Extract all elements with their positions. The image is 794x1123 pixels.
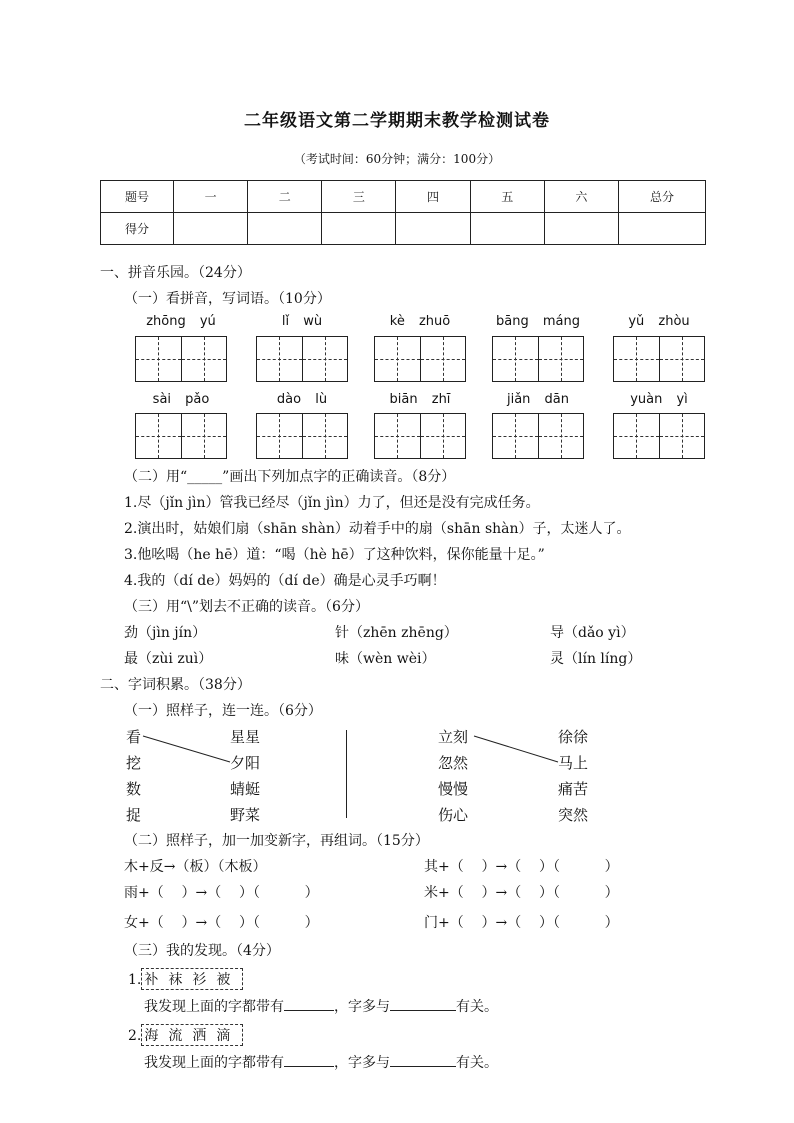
section1-part1-heading: （一）看拼音，写词语。（10分） [124, 291, 331, 307]
reading-item: 导（dǎo yì） [550, 625, 635, 641]
section2-part3-heading: （三）我的发现。（4分） [124, 943, 280, 959]
match-word: 徐徐 [558, 728, 589, 746]
compose-item: 米+（ ）→（ ）（ ） [424, 885, 619, 901]
pinyin-label: sài pǎo [152, 392, 210, 407]
finding-question-2 [128, 1024, 243, 1046]
compose-item: 门+（ ）→（ ）（ ） [424, 915, 619, 931]
match-word: 捉 [126, 806, 142, 824]
pinyin-label: jiǎn dān [506, 392, 570, 407]
reading-item: 针（zhēn zhēng） [335, 625, 458, 641]
compose-item: 女+（ ）→（ ）（ ） [124, 915, 319, 931]
reading-item: 劲（jìn jín） [124, 625, 207, 641]
reading-item: 味（wèn wèi） [335, 651, 436, 667]
match-word: 伤心 [438, 806, 469, 824]
score-header-cell: 五 [470, 181, 544, 213]
finding-text: 我发现上面的字都带有 [144, 999, 284, 1015]
page-title: 二年级语文第二学期期末教学检测试卷 [244, 111, 550, 131]
match-word: 夕阳 [230, 754, 261, 772]
finding-text: 有关。 [456, 1055, 498, 1071]
question-line: 1.尽（jǐn jìn）管我已经尽（jǐn jìn）力了，但还是没有完成任务。 [124, 495, 540, 511]
answer-blank[interactable] [390, 1052, 456, 1067]
finding-answer-2 [144, 1052, 498, 1072]
match-word: 突然 [558, 806, 589, 824]
question-line: 2.演出时，姑娘们扇（shān shàn）动着手中的扇（shān shàn）子，太迷人了。 [124, 521, 631, 537]
match-word: 忽然 [438, 754, 469, 772]
compose-item: 雨+（ ）→（ ）（ ） [124, 885, 319, 901]
section2-part1-heading: （一）照样子，连一连。（6分） [124, 703, 322, 719]
match-word: 慢慢 [438, 780, 469, 798]
score-header-cell: 三 [322, 181, 396, 213]
score-header-cell: 二 [248, 181, 322, 213]
pinyin-label: yuàn yì [630, 392, 688, 407]
score-header-cell: 六 [544, 181, 618, 213]
exam-info: （考试时间：60分钟；满分：100分） [293, 152, 501, 166]
section2-heading: 二、字词积累。（38分） [100, 677, 251, 693]
answer-blank[interactable] [284, 996, 334, 1011]
finding-answer-1 [144, 996, 498, 1016]
finding-question-1 [128, 968, 243, 990]
score-header-cell: 四 [396, 181, 470, 213]
match-word: 星星 [230, 728, 261, 746]
score-header-cell: 总分 [619, 181, 706, 213]
finding-text: 有关。 [456, 999, 498, 1015]
question-number: 1. [128, 972, 142, 988]
score-header-cell: 题号 [101, 181, 174, 213]
match-word: 挖 [126, 754, 142, 772]
match-word: 野菜 [230, 806, 261, 824]
match-word: 数 [126, 780, 142, 798]
section2-part2-heading: （二）照样子，加一加变新字，再组词。（15分） [124, 833, 429, 849]
score-header-cell: 一 [174, 181, 248, 213]
finding-text: ，字多与 [334, 1055, 390, 1071]
section1-part2-heading: （二）用“_____”画出下列加点字的正确读音。（8分） [124, 469, 456, 485]
score-row-label: 得分 [101, 213, 174, 245]
character-group: 补袜衫被 [141, 968, 243, 990]
connect-line [143, 736, 230, 762]
match-word: 看 [126, 728, 142, 746]
match-word: 蜻蜓 [230, 780, 261, 798]
finding-text: 我发现上面的字都带有 [144, 1055, 284, 1071]
question-line: 4.我的（dí de）妈妈的（dí de）确是心灵手巧啊！ [124, 573, 446, 589]
pinyin-label: bāng máng [496, 314, 580, 329]
pinyin-label: yǔ zhòu [628, 314, 690, 329]
pinyin-label: zhōng yú [146, 314, 216, 329]
character-group: 海流洒滴 [141, 1024, 243, 1046]
pinyin-label: lǐ wù [281, 314, 323, 329]
answer-blank[interactable] [284, 1052, 334, 1067]
compose-item: 其+（ ）→（ ）（ ） [424, 859, 619, 875]
section1-part3-heading: （三）用“\”划去不正确的读音。（6分） [124, 599, 369, 615]
pinyin-label: kè zhuō [389, 314, 451, 329]
reading-item: 最（zùi zuì） [124, 651, 213, 667]
answer-blank[interactable] [390, 996, 456, 1011]
question-line: 3.他吆喝（he hē）道：“喝（hè hē）了这种饮料，保你能量十足。” [124, 547, 545, 563]
question-number: 2. [128, 1028, 142, 1044]
example-line: 木+反→（板）（木板） [124, 859, 267, 875]
pinyin-label: biān zhī [389, 392, 451, 407]
reading-item: 灵（lín líng） [550, 651, 642, 667]
section1-heading: 一、拼音乐园。（24分） [100, 265, 251, 281]
match-word: 痛苦 [558, 780, 589, 798]
finding-text: ，字多与 [334, 999, 390, 1015]
pinyin-label: dào lù [276, 392, 328, 407]
connect-line [474, 736, 558, 762]
match-word: 马上 [558, 754, 589, 772]
match-word: 立刻 [438, 728, 469, 746]
